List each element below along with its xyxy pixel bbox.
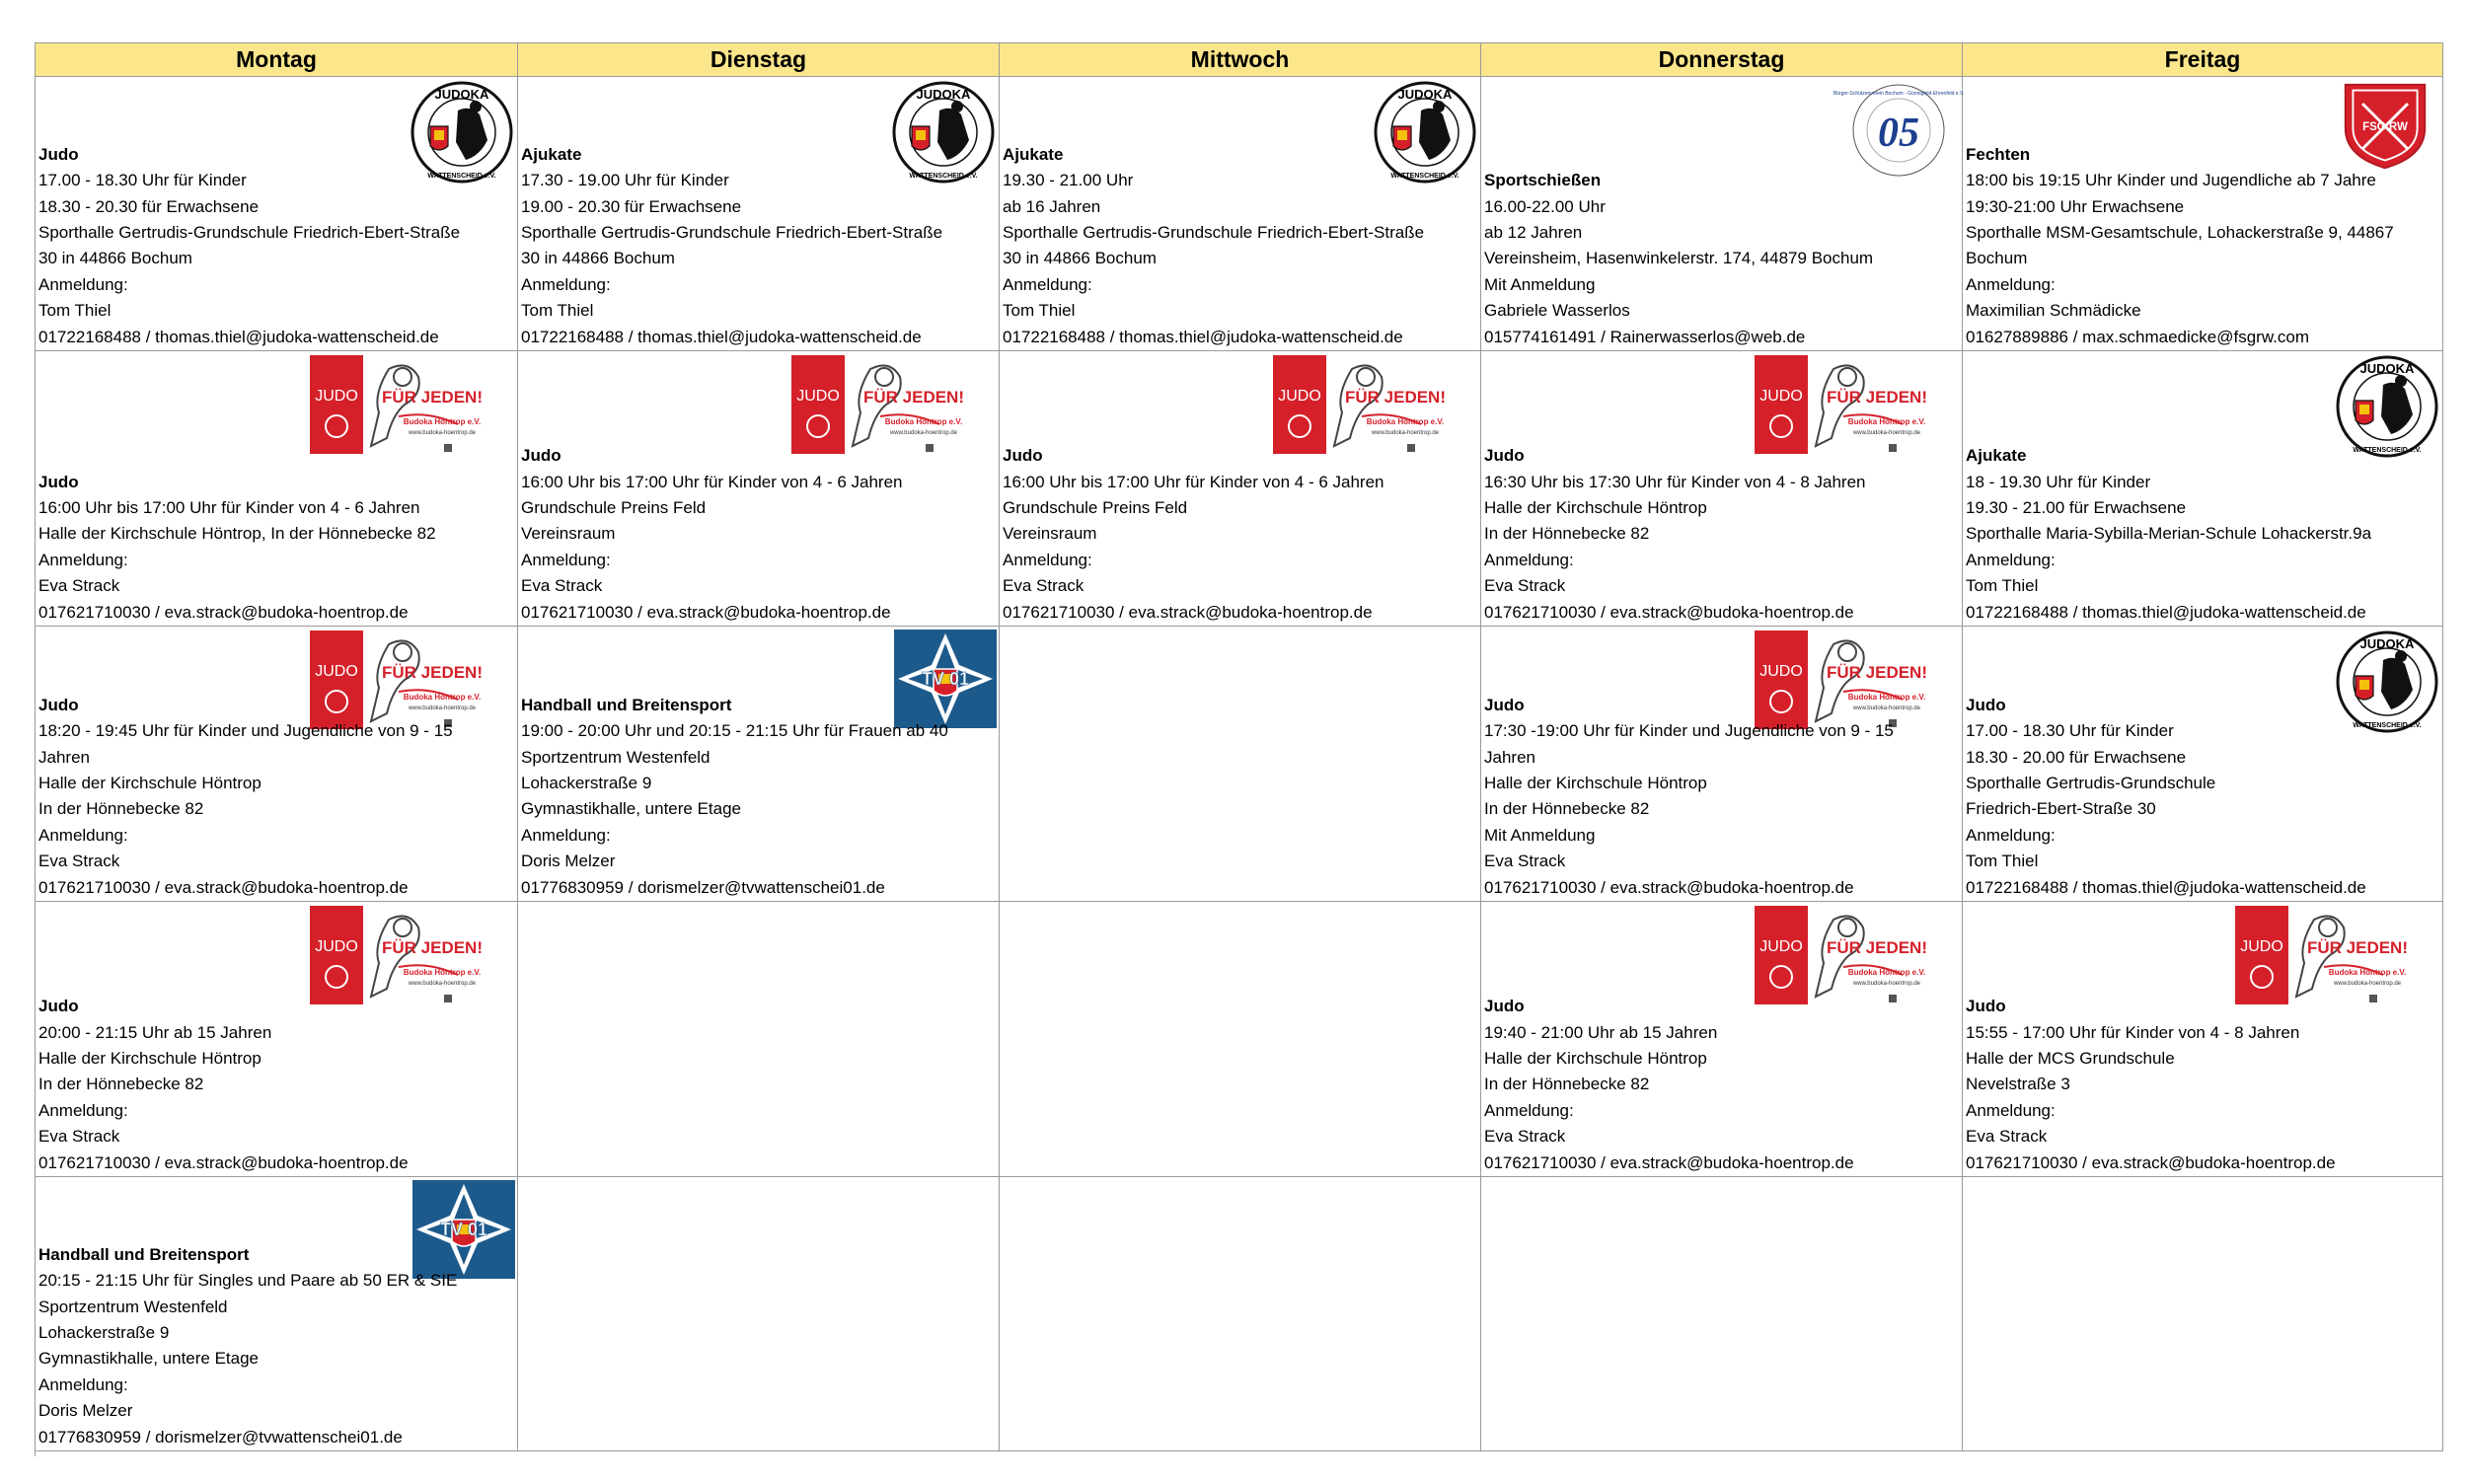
svg-text:JUDOKA: JUDOKA: [2359, 361, 2415, 376]
cell-fri-4: [1963, 902, 2443, 1177]
entry-contact[interactable]: 017621710030 / eva.strack@budoka-hoentrop.de: [1966, 1152, 2336, 1172]
entry-line: Anmeldung:: [521, 550, 611, 569]
entry: [38, 470, 436, 626]
entry: [1003, 443, 1384, 626]
entry-line: Tom Thiel: [1003, 301, 1076, 321]
entry-line: In der Hönnebecke 82: [1484, 524, 1650, 544]
buergerschuetzen-05-logo: [1833, 81, 1965, 180]
entry: [521, 693, 948, 901]
svg-text:Budoka Höntrop e.V.: Budoka Höntrop e.V.: [403, 693, 482, 702]
svg-text:JUDO: JUDO: [1278, 388, 1321, 405]
entry-line: Sporthalle Gertrudis-Grundschule Friedrich-Ebert-Straße: [1003, 222, 1425, 242]
entry-line: In der Hönnebecke 82: [38, 799, 204, 819]
cell-fri-2: [1963, 351, 2443, 627]
entry-line: Vereinsheim, Hasenwinkelerstr. 174, 44879 Bochum: [1484, 249, 1874, 268]
entry: [38, 142, 460, 350]
entry-line: 30 in 44866 Bochum: [1003, 249, 1157, 268]
svg-text:WATTENSCHEID e.V.: WATTENSCHEID e.V.: [1390, 173, 1459, 180]
svg-text:www.budoka-hoentrop.de: www.budoka-hoentrop.de: [408, 430, 477, 436]
header-freitag: Freitag: [1963, 43, 2443, 77]
cell-fri-5: [1963, 1177, 2443, 1451]
entry-line: Maximilian Schmädicke: [1966, 301, 2141, 321]
entry-title: Sportschießen: [1484, 171, 1602, 190]
entry-line: 19.30 - 21.00 für Erwachsene: [1966, 497, 2187, 517]
svg-text:JUDO: JUDO: [1759, 663, 1803, 680]
entry-title: Judo: [1484, 446, 1525, 466]
entry-line: In der Hönnebecke 82: [1484, 1075, 1650, 1094]
svg-text:FÜR JEDEN!: FÜR JEDEN!: [381, 388, 484, 407]
entry-line: Anmeldung:: [1003, 274, 1092, 294]
svg-text:Budoka Höntrop e.V.: Budoka Höntrop e.V.: [1847, 417, 1926, 426]
entry-line: Anmeldung:: [38, 274, 128, 294]
svg-text:Budoka Höntrop e.V.: Budoka Höntrop e.V.: [1366, 417, 1445, 426]
entry-line: Lohackerstraße 9: [38, 1322, 170, 1342]
entry-line: ab 16 Jahren: [1003, 196, 1101, 216]
entry-line: Eva Strack: [1966, 1127, 2048, 1147]
entry-line: Bochum: [1966, 249, 2028, 268]
entry-line: Sporthalle Gertrudis-Grundschule: [1966, 773, 2216, 792]
entry-line: Eva Strack: [1484, 852, 1566, 871]
entry-line: Halle der Kirchschule Höntrop: [1484, 497, 1707, 517]
entry-title: Ajukate: [521, 144, 582, 164]
cell-thu-5: [1481, 1177, 1963, 1451]
entry-line: Sporthalle MSM-Gesamtschule, Lohackerstraße 9, 44867: [1966, 222, 2394, 242]
entry-line: Halle der Kirchschule Höntrop: [38, 773, 262, 792]
entry-line: Eva Strack: [38, 852, 120, 871]
cell-thu-1: [1481, 77, 1963, 351]
svg-text:WATTENSCHEID e.V.: WATTENSCHEID e.V.: [2353, 722, 2422, 729]
svg-text:www.budoka-hoentrop.de: www.budoka-hoentrop.de: [408, 705, 477, 711]
svg-text:Budoka Höntrop e.V.: Budoka Höntrop e.V.: [2328, 968, 2407, 977]
entry-line: Eva Strack: [1484, 1127, 1566, 1147]
svg-text:WATTENSCHEID e.V.: WATTENSCHEID e.V.: [909, 173, 978, 180]
entry-contact[interactable]: 01722168488 / thomas.thiel@judoka-wattenscheid.de: [521, 327, 922, 346]
svg-text:FÜR JEDEN!: FÜR JEDEN!: [1826, 388, 1928, 407]
entry-line: 20:00 - 21:15 Uhr ab 15 Jahren: [38, 1022, 272, 1042]
cell-tue-4: [518, 902, 1000, 1177]
entry-title: Judo: [38, 997, 79, 1016]
entry-title: Judo: [521, 446, 561, 466]
entry-line: Sporthalle Gertrudis-Grundschule Friedrich-Ebert-Straße: [521, 222, 943, 242]
svg-text:www.budoka-hoentrop.de: www.budoka-hoentrop.de: [408, 981, 477, 987]
header-mittwoch: Mittwoch: [1000, 43, 1481, 77]
entry-line: 16:30 Uhr bis 17:30 Uhr für Kinder von 4 - 8 Jahren: [1484, 472, 1866, 491]
entry-line: Anmeldung:: [521, 825, 611, 845]
entry-line: 18.30 - 20.30 für Erwachsene: [38, 196, 260, 216]
svg-text:Budoka Höntrop e.V.: Budoka Höntrop e.V.: [884, 417, 963, 426]
entry-line: 16:00 Uhr bis 17:00 Uhr für Kinder von 4 - 6 Jahren: [521, 472, 903, 491]
entry-line: 20:15 - 21:15 Uhr für Singles und Paare ab 50 ER & SIE: [38, 1271, 458, 1291]
entry-line: Gymnastikhalle, untere Etage: [521, 799, 742, 819]
entry-title: Judo: [38, 472, 79, 491]
svg-text:FÜR JEDEN!: FÜR JEDEN!: [1826, 938, 1928, 957]
svg-text:FÜR JEDEN!: FÜR JEDEN!: [1344, 388, 1447, 407]
svg-text:JUDO: JUDO: [315, 388, 358, 405]
entry-line: 17.00 - 18.30 Uhr für Kinder: [1966, 721, 2174, 741]
judo-fuer-jeden-logo: [2235, 906, 2423, 1004]
entry: [38, 994, 409, 1176]
entry-line: Eva Strack: [1003, 576, 1085, 596]
entry-line: Anmeldung:: [1484, 550, 1574, 569]
entry-title: Handball und Breitensport: [38, 1244, 250, 1264]
entry-line: Halle der Kirchschule Höntrop, In der Hönnebecke 82: [38, 524, 436, 544]
entry-contact[interactable]: 015774161491 / Rainerwasserlos@web.de: [1484, 327, 1806, 346]
cell-wed-5: [1000, 1177, 1481, 1451]
entry-line: Eva Strack: [1484, 576, 1566, 596]
entry-line: Anmeldung:: [1003, 550, 1092, 569]
entry-line: Halle der Kirchschule Höntrop: [38, 1048, 262, 1068]
judo-fuer-jeden-logo: [1755, 355, 1942, 454]
entry-line: Eva Strack: [38, 1127, 120, 1147]
judo-fuer-jeden-logo: [1755, 906, 1942, 1004]
entry-line: Tom Thiel: [1966, 576, 2039, 596]
entry-title: Judo: [38, 144, 79, 164]
svg-text:JUDO: JUDO: [796, 388, 840, 405]
cell-fri-3: [1963, 627, 2443, 902]
entry-line: Sporthalle Maria-Sybilla-Merian-Schule Lohackerstr.9a: [1966, 524, 2372, 544]
svg-text:Budoka Höntrop e.V.: Budoka Höntrop e.V.: [1847, 968, 1926, 977]
entry-line: Doris Melzer: [521, 852, 616, 871]
entry-title: Ajukate: [1966, 446, 2027, 466]
entry-contact[interactable]: 01722168488 / thomas.thiel@judoka-wattenscheid.de: [1003, 327, 1403, 346]
entry-line: Doris Melzer: [38, 1401, 133, 1421]
judo-fuer-jeden-logo: [310, 906, 497, 1004]
entry-contact[interactable]: 017621710030 / eva.strack@budoka-hoentrop.de: [38, 602, 409, 622]
entry-contact[interactable]: 01722168488 / thomas.thiel@judoka-wattenscheid.de: [1966, 877, 2366, 897]
entry-contact[interactable]: 01627889886 / max.schmaedicke@fsgrw.com: [1966, 327, 2309, 346]
entry-line: Grundschule Preins Feld: [1003, 497, 1188, 517]
svg-text:JUDOKA: JUDOKA: [1397, 87, 1453, 102]
entry-line: Anmeldung:: [1966, 825, 2056, 845]
svg-text:TV 01: TV 01: [921, 669, 970, 689]
entry-contact[interactable]: 017621710030 / eva.strack@budoka-hoentrop.de: [38, 877, 409, 897]
cell-mon-5: [36, 1177, 518, 1451]
svg-text:JUDOKA: JUDOKA: [2359, 636, 2415, 651]
svg-text:www.budoka-hoentrop.de: www.budoka-hoentrop.de: [1852, 981, 1921, 987]
judo-fuer-jeden-logo: [310, 355, 497, 454]
svg-text:FSG RW: FSG RW: [2362, 120, 2408, 133]
cell-wed-1: [1000, 77, 1481, 351]
entry-title: Judo: [1966, 997, 2006, 1016]
judo-fuer-jeden-logo: [791, 355, 979, 454]
entry-contact[interactable]: 01722168488 / thomas.thiel@judoka-wattenscheid.de: [38, 327, 439, 346]
entry-line: Anmeldung:: [38, 825, 128, 845]
entry-line: 18:20 - 19:45 Uhr für Kinder und Jugendliche von 9 - 15: [38, 721, 453, 741]
entry-line: Tom Thiel: [521, 301, 594, 321]
entry-line: 18.30 - 20.00 für Erwachsene: [1966, 747, 2187, 767]
entry-title: Judo: [1484, 997, 1525, 1016]
entry-title: Judo: [1966, 695, 2006, 714]
entry: [1966, 142, 2394, 350]
entry-line: In der Hönnebecke 82: [1484, 799, 1650, 819]
cell-mon-3: [36, 627, 518, 902]
entry-line: Vereinsraum: [521, 524, 616, 544]
cell-tue-5: [518, 1177, 1000, 1451]
entry-line: 18:00 bis 19:15 Uhr Kinder und Jugendliche ab 7 Jahre: [1966, 171, 2376, 190]
entry-line: Lohackerstraße 9: [521, 773, 652, 792]
cell-mon-2: [36, 351, 518, 627]
svg-text:WATTENSCHEID e.V.: WATTENSCHEID e.V.: [427, 173, 496, 180]
entry: [1003, 142, 1424, 350]
entry-line: Anmeldung:: [1966, 274, 2056, 294]
svg-text:www.budoka-hoentrop.de: www.budoka-hoentrop.de: [1852, 705, 1921, 711]
entry-line: 17.30 - 19.00 Uhr für Kinder: [521, 171, 729, 190]
svg-text:www.budoka-hoentrop.de: www.budoka-hoentrop.de: [1371, 430, 1440, 436]
entry-line: 30 in 44866 Bochum: [521, 249, 675, 268]
entry-line: Gabriele Wasserlos: [1484, 301, 1630, 321]
cell-mon-1: [36, 77, 518, 351]
entry-line: 19.00 - 20.30 für Erwachsene: [521, 196, 742, 216]
svg-text:www.budoka-hoentrop.de: www.budoka-hoentrop.de: [2333, 981, 2402, 987]
svg-text:JUDOKA: JUDOKA: [916, 87, 971, 102]
entry-line: Jahren: [1484, 747, 1535, 767]
entry: [1484, 693, 1894, 901]
entry-line: Grundschule Preins Feld: [521, 497, 707, 517]
cell-thu-3: [1481, 627, 1963, 902]
judo-fuer-jeden-logo: [1273, 355, 1460, 454]
svg-text:FÜR JEDEN!: FÜR JEDEN!: [1826, 663, 1928, 682]
entry-line: Halle der Kirchschule Höntrop: [1484, 773, 1707, 792]
cell-wed-3: [1000, 627, 1481, 902]
entry-line: 16:00 Uhr bis 17:00 Uhr für Kinder von 4 - 6 Jahren: [38, 497, 420, 517]
entry-line: Mit Anmeldung: [1484, 274, 1596, 294]
entry-contact[interactable]: 017621710030 / eva.strack@budoka-hoentrop.de: [1484, 877, 1854, 897]
svg-text:JUDO: JUDO: [1759, 388, 1803, 405]
entry-line: Sporthalle Gertrudis-Grundschule Friedrich-Ebert-Straße: [38, 222, 461, 242]
svg-text:JUDO: JUDO: [2240, 938, 2283, 955]
svg-text:WATTENSCHEID e.V.: WATTENSCHEID e.V.: [2353, 447, 2422, 454]
svg-text:05: 05: [1878, 111, 1919, 156]
entry-line: Anmeldung:: [521, 274, 611, 294]
entry-line: Sportzentrum Westenfeld: [521, 747, 711, 767]
entry: [38, 693, 453, 901]
entry-contact[interactable]: 017621710030 / eva.strack@budoka-hoentrop.de: [521, 602, 891, 622]
svg-text:Budoka Höntrop e.V.: Budoka Höntrop e.V.: [403, 968, 482, 977]
entry-title: Judo: [38, 695, 79, 714]
entry-line: Friedrich-Ebert-Straße 30: [1966, 799, 2156, 819]
entry-line: 19:00 - 20:00 Uhr und 20:15 - 21:15 Uhr für Frauen ab 40: [521, 721, 948, 741]
entry-line: 30 in 44866 Bochum: [38, 249, 192, 268]
entry-line: Gymnastikhalle, untere Etage: [38, 1349, 260, 1369]
entry: [1484, 168, 1873, 350]
entry: [38, 1242, 457, 1450]
entry-line: Tom Thiel: [1966, 852, 2039, 871]
schedule-table: [35, 42, 2443, 1456]
cell-thu-4: [1481, 902, 1963, 1177]
entry-line: 17:30 -19:00 Uhr für Kinder und Jugendliche von 9 - 15: [1484, 721, 1894, 741]
entry: [1484, 443, 1866, 626]
entry-line: Halle der Kirchschule Höntrop: [1484, 1048, 1707, 1068]
cell-wed-2: [1000, 351, 1481, 627]
entry-contact[interactable]: 01776830959 / dorismelzer@tvwattenschei01.de: [521, 877, 885, 897]
entry-line: Anmeldung:: [38, 550, 128, 569]
entry-title: Fechten: [1966, 144, 2031, 164]
entry-contact[interactable]: 01776830959 / dorismelzer@tvwattenschei01.de: [38, 1427, 403, 1447]
entry-line: 18 - 19.30 Uhr für Kinder: [1966, 472, 2151, 491]
entry-line: Halle der MCS Grundschule: [1966, 1048, 2175, 1068]
cell-tue-1: [518, 77, 1000, 351]
cell-wed-4: [1000, 902, 1481, 1177]
entry-line: 17.00 - 18.30 Uhr für Kinder: [38, 171, 247, 190]
entry-line: Anmeldung:: [1966, 1100, 2056, 1120]
cell-thu-2: [1481, 351, 1963, 627]
entry-contact[interactable]: 01722168488 / thomas.thiel@judoka-wattenscheid.de: [1966, 602, 2366, 622]
svg-text:TV 01: TV 01: [439, 1220, 488, 1239]
cell-tue-2: [518, 351, 1000, 627]
entry: [521, 142, 942, 350]
entry-contact[interactable]: 017621710030 / eva.strack@budoka-hoentrop.de: [38, 1152, 409, 1172]
entry-line: 19:40 - 21:00 Uhr ab 15 Jahren: [1484, 1022, 1718, 1042]
entry-contact[interactable]: 017621710030 / eva.strack@budoka-hoentrop.de: [1484, 1152, 1854, 1172]
entry-line: Eva Strack: [521, 576, 603, 596]
header-montag: Montag: [36, 43, 518, 77]
svg-text:JUDO: JUDO: [315, 663, 358, 680]
entry-line: ab 12 Jahren: [1484, 222, 1583, 242]
svg-text:Budoka Höntrop e.V.: Budoka Höntrop e.V.: [1847, 693, 1926, 702]
svg-text:FÜR JEDEN!: FÜR JEDEN!: [381, 938, 484, 957]
entry: [1966, 994, 2336, 1176]
entry: [1966, 693, 2366, 901]
entry-title: Handball und Breitensport: [521, 695, 732, 714]
cell-mon-4: [36, 902, 518, 1177]
entry-contact[interactable]: 017621710030 / eva.strack@budoka-hoentrop.de: [1484, 602, 1854, 622]
svg-text:JUDOKA: JUDOKA: [434, 87, 489, 102]
entry-title: Ajukate: [1003, 144, 1064, 164]
entry-line: 19:30-21:00 Uhr Erwachsene: [1966, 196, 2185, 216]
svg-text:FÜR JEDEN!: FÜR JEDEN!: [2306, 938, 2409, 957]
entry-title: Judo: [1484, 695, 1525, 714]
entry-line: Nevelstraße 3: [1966, 1075, 2070, 1094]
entry: [1484, 994, 1854, 1176]
entry: [1966, 443, 2371, 626]
header-donnerstag: Donnerstag: [1481, 43, 1963, 77]
svg-text:www.budoka-hoentrop.de: www.budoka-hoentrop.de: [1852, 430, 1921, 436]
svg-text:Budoka Höntrop e.V.: Budoka Höntrop e.V.: [403, 417, 482, 426]
entry-line: 15:55 - 17:00 Uhr für Kinder von 4 - 8 Jahren: [1966, 1022, 2300, 1042]
entry-title: Judo: [1003, 446, 1043, 466]
entry-line: In der Hönnebecke 82: [38, 1075, 204, 1094]
entry: [521, 443, 903, 626]
svg-text:JUDO: JUDO: [315, 938, 358, 955]
svg-text:FÜR JEDEN!: FÜR JEDEN!: [381, 663, 484, 682]
entry-line: Anmeldung:: [38, 1100, 128, 1120]
entry-line: Mit Anmeldung: [1484, 825, 1596, 845]
entry-line: Vereinsraum: [1003, 524, 1097, 544]
entry-line: Anmeldung:: [1484, 1100, 1574, 1120]
entry-line: Sportzentrum Westenfeld: [38, 1297, 228, 1316]
svg-text:JUDO: JUDO: [1759, 938, 1803, 955]
entry-line: 16.00-22.00 Uhr: [1484, 196, 1606, 216]
cell-tue-3: [518, 627, 1000, 902]
entry-line: Eva Strack: [38, 576, 120, 596]
entry-line: Jahren: [38, 747, 90, 767]
entry-line: Tom Thiel: [38, 301, 112, 321]
entry-line: Anmeldung:: [1966, 550, 2056, 569]
svg-text:Bürger-Schützenverein Bochum -: Bürger-Schützenverein Bochum - Günnigfeld-Ehrenfeld e.V.: [1833, 91, 1965, 97]
entry-contact[interactable]: 017621710030 / eva.strack@budoka-hoentrop.de: [1003, 602, 1373, 622]
entry-line: 19.30 - 21.00 Uhr: [1003, 171, 1134, 190]
entry-line: Anmeldung:: [38, 1374, 128, 1394]
entry-line: 16:00 Uhr bis 17:00 Uhr für Kinder von 4 - 6 Jahren: [1003, 472, 1384, 491]
header-dienstag: Dienstag: [518, 43, 1000, 77]
svg-text:www.budoka-hoentrop.de: www.budoka-hoentrop.de: [889, 430, 958, 436]
cell-fri-1: [1963, 77, 2443, 351]
svg-text:FÜR JEDEN!: FÜR JEDEN!: [862, 388, 965, 407]
